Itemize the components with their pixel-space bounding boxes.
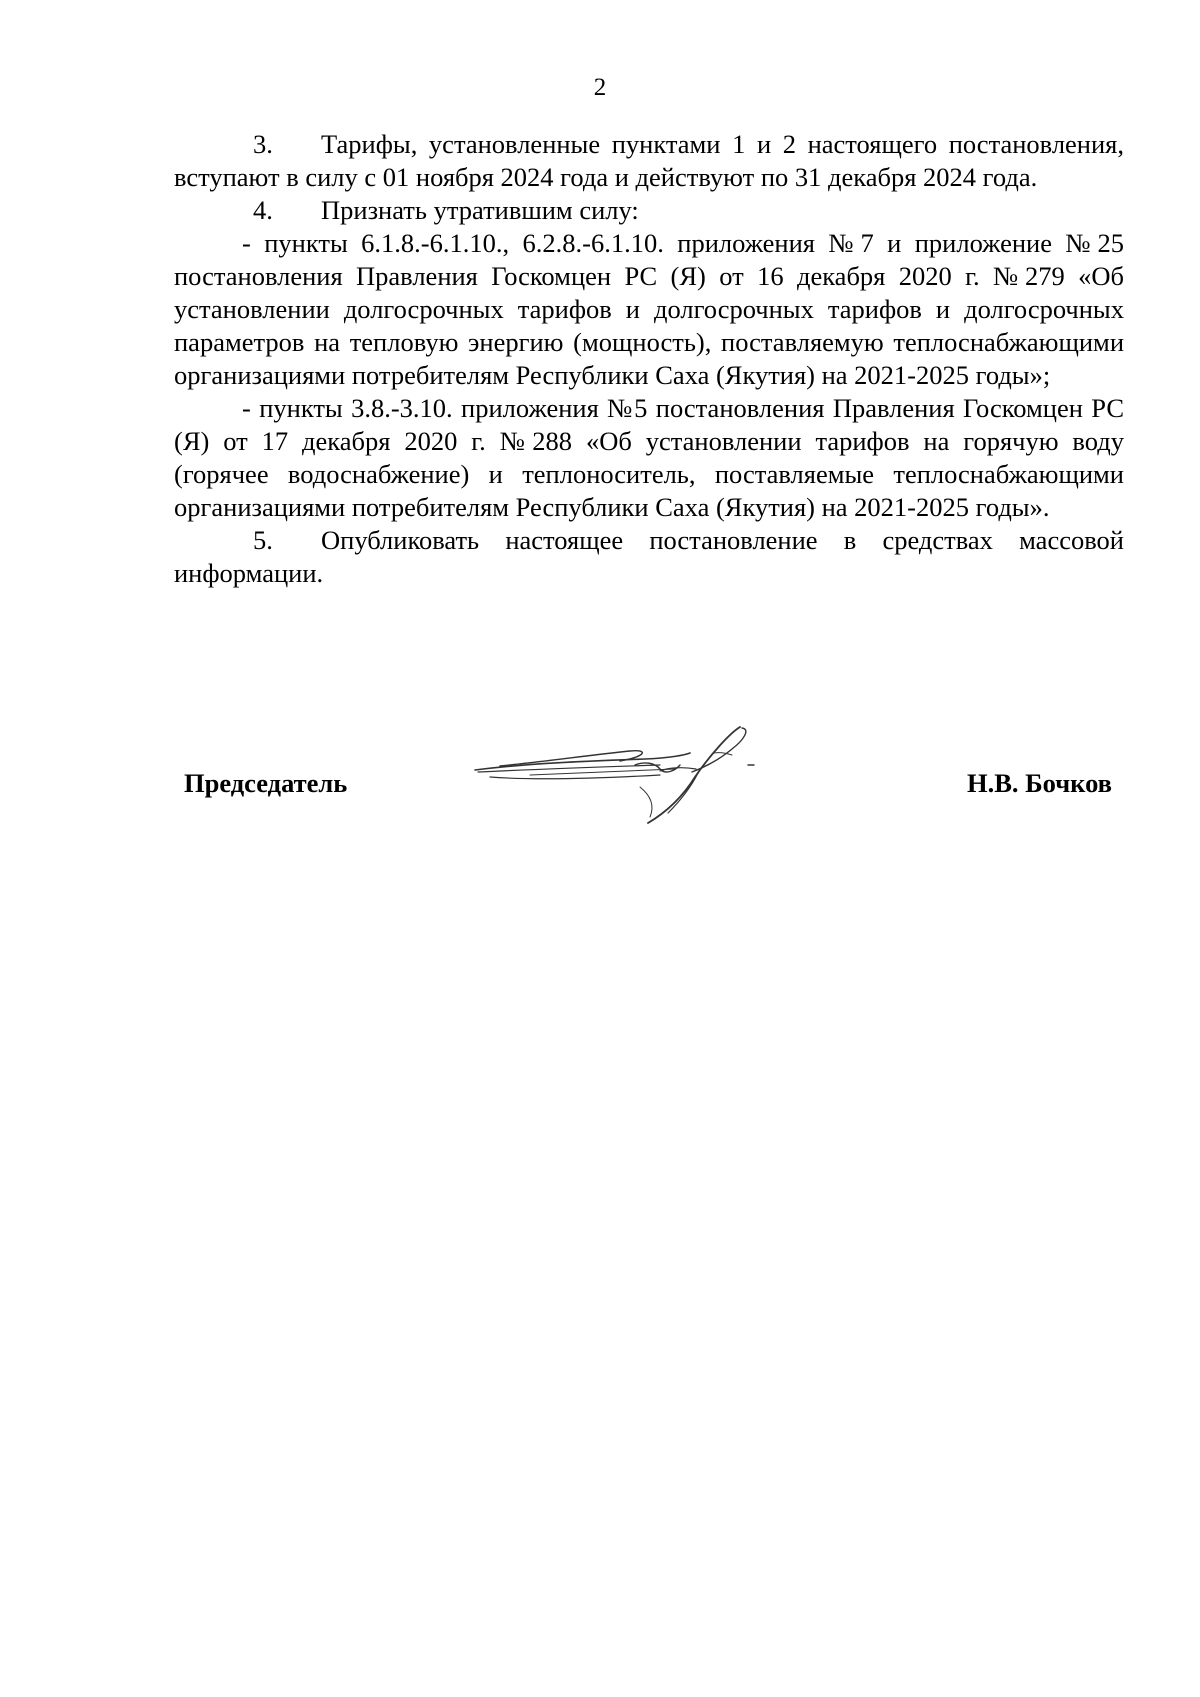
paragraph-5-text: Опубликовать настоящее постановление в средствах массовой информации. xyxy=(174,525,1124,588)
page-number: 2 xyxy=(593,74,607,101)
paragraph-4-text: Признать утратившим силу: xyxy=(321,195,639,225)
handwritten-signature-icon xyxy=(470,725,780,825)
signatory-title: Председатель xyxy=(184,768,348,798)
paragraph-5-number: 5. xyxy=(253,525,273,555)
document-body xyxy=(174,128,1124,590)
paragraph-3 xyxy=(174,128,1124,194)
paragraph-5 xyxy=(174,524,1124,590)
paragraph-4-number: 4. xyxy=(253,195,273,225)
paragraph-3-number: 3. xyxy=(253,129,273,159)
signatory-name: Н.В. Бочков xyxy=(966,768,1112,798)
paragraph-3-text: Тарифы, установленные пунктами 1 и 2 настоящего постановления, вступают в силу с 01 ноября 2024 года и действуют по 31 декабря 2024 года. xyxy=(174,129,1124,192)
repealed-item-1: - пункты 6.1.8.-6.1.10., 6.2.8.-6.1.10. приложения №7 и приложение №25 постановления Правления Госкомцен РС (Я) от 16 декабря 2020 г. №279 «Об установлении долгосрочных тарифов и долгосрочных тарифов и долгосрочных параметров на тепловую энергию (мощность), поставляемую теплоснабжающими организациями потребителям Республики Саха (Якутия) на 2021-2025 годы»; xyxy=(174,228,1124,390)
paragraph-4 xyxy=(174,194,1124,227)
repealed-item-2: - пункты 3.8.-3.10. приложения №5 постановления Правления Госкомцен РС (Я) от 17 декабря 2020 г. №288 «Об установлении тарифов на горячую воду (горячее водоснабжение) и теплоноситель, поставляемые теплоснабжающими организациями потребителям Республики Саха (Якутия) на 2021-2025 годы». xyxy=(174,393,1124,522)
